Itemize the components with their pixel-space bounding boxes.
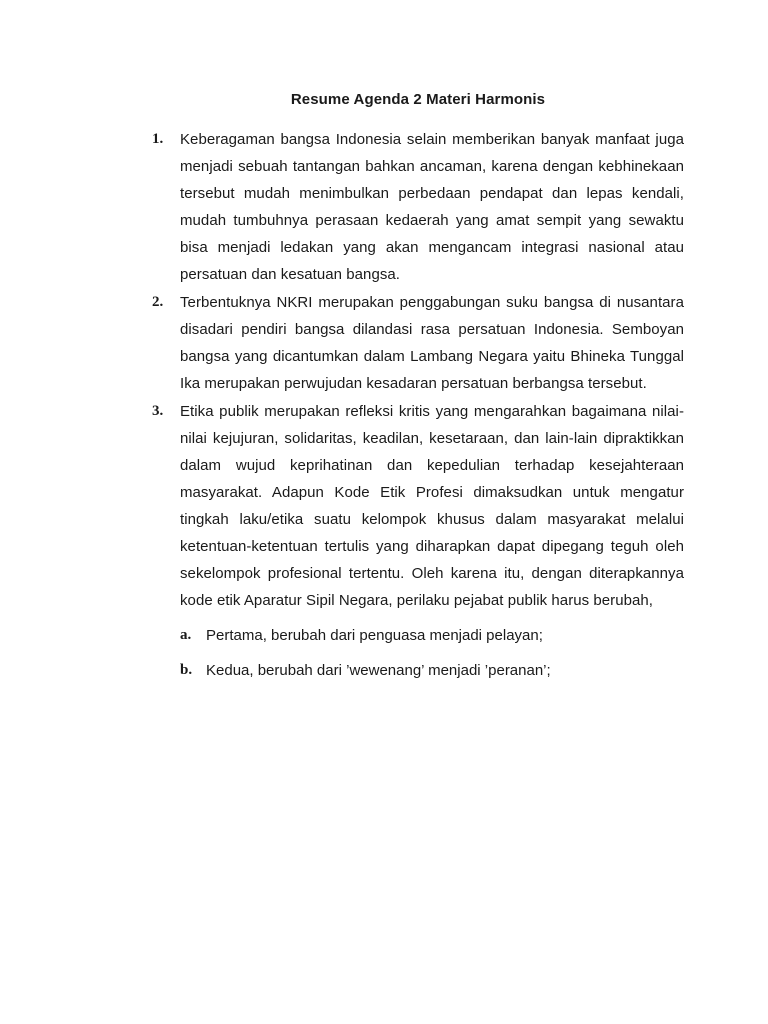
sub-list-item: [180, 622, 684, 649]
sub-list-item: [180, 657, 684, 684]
list-item-text: Etika publik merupakan refleksi kritis yang mengarahkan bagaimana nilai-nilai kejujuran, solidaritas, keadilan, kesetaraan, dan lain-lain dipraktikkan dalam wujud keprihatinan dan kepedulian terhadap kesejahteraan masyarakat. Adapun Kode Etik Profesi dimaksudkan untuk mengatur tingkah laku/etika suatu kelompok khusus dalam masyarakat melalui ketentuan-ketentuan tertulis yang diharapkan dapat dipegang teguh oleh sekelompok profesional tertentu. Oleh karena itu, dengan diterapkannya kode etik Aparatur Sipil Negara, perilaku pejabat publik harus berubah,: [180, 403, 684, 609]
list-item: [152, 289, 684, 397]
list-item-body: [180, 398, 684, 684]
sub-list-item-text: Kedua, berubah dari ’wewenang’ menjadi ’peranan’;: [206, 662, 551, 679]
list-item-text: Terbentuknya NKRI merupakan penggabungan suku bangsa di nusantara disadari pendiri bangsa dilandasi rasa persatuan Indonesia. Semboyan bangsa yang dicantumkan dalam Lambang Negara yaitu Bhineka Tunggal Ika merupakan perwujudan kesadaran persatuan berbangsa tersebut.: [180, 294, 684, 392]
list-item: [152, 398, 684, 684]
list-item: [152, 126, 684, 288]
list-item-text: Keberagaman bangsa Indonesia selain memberikan banyak manfaat juga menjadi sebuah tantangan bahkan ancaman, karena dengan kebhinekaan tersebut mudah menimbulkan perbedaan pendapat dan lepas kendali, mudah tumbuhnya perasaan kedaerah yang amat sempit yang sewaktu bisa menjadi ledakan yang akan mengancam integrasi nasional atau persatuan dan kesatuan bangsa.: [180, 131, 684, 283]
list-item-number: 2.: [152, 294, 164, 310]
sub-list-item-letter: b.: [180, 662, 193, 678]
numbered-list: [152, 126, 684, 685]
sub-list: [180, 622, 684, 684]
list-item-number: 1.: [152, 131, 164, 147]
sub-list-item-letter: a.: [180, 627, 192, 643]
page-title: Resume Agenda 2 Materi Harmonis: [290, 91, 546, 108]
list-item-number: 3.: [152, 403, 164, 419]
sub-list-item-text: Pertama, berubah dari penguasa menjadi pelayan;: [206, 627, 543, 644]
